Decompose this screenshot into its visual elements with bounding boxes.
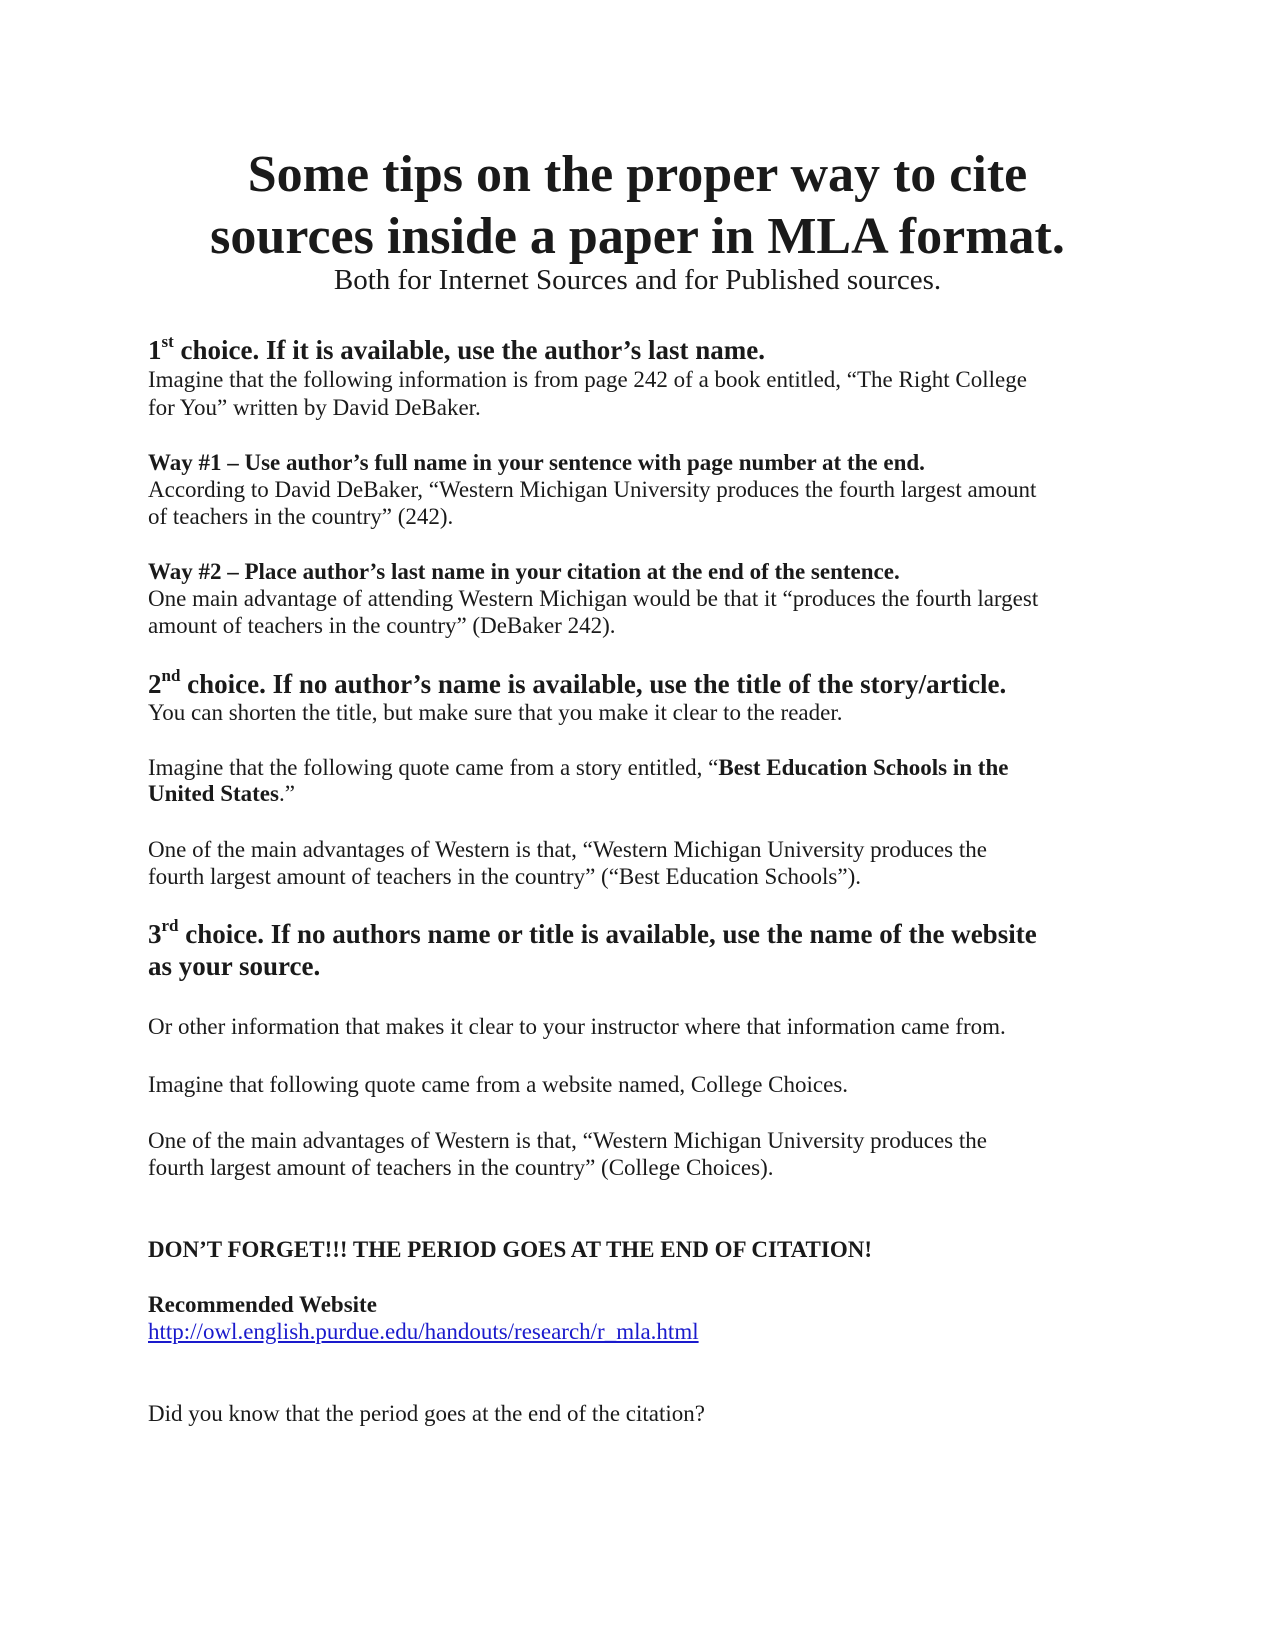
way-2-example-line-2: amount of teachers in the country” (DeBaker 242).	[148, 613, 616, 638]
period-reminder: DON’T FORGET!!! THE PERIOD GOES AT THE END OF CITATION!	[148, 1237, 872, 1262]
section-3-note: Or other information that makes it clear to your instructor where that information came from.	[148, 1014, 1006, 1039]
section-1-ordinal-number: 1	[148, 335, 162, 365]
section-1-intro-line-2: for You” written by David DeBaker.	[148, 395, 481, 420]
document-subtitle: Both for Internet Sources and for Published sources.	[333, 264, 942, 296]
recommended-website-link[interactable]: http://owl.english.purdue.edu/handouts/research/r_mla.html	[148, 1319, 699, 1344]
section-3-ordinal-number: 3	[148, 919, 162, 949]
way-1-example-line-2: of teachers in the country” (242).	[148, 504, 454, 529]
section-2-imagine-prefix: Imagine that the following quote came from a story entitled, “	[148, 755, 719, 780]
section-1-ordinal-suffix: st	[161, 332, 174, 351]
recommended-website-label: Recommended Website	[148, 1292, 377, 1317]
section-1-intro-line-1: Imagine that the following information is from page 242 of a book entitled, “The Right College	[148, 367, 1027, 392]
section-2-example-line-2: fourth largest amount of teachers in the country” (“Best Education Schools”).	[148, 864, 861, 889]
section-2-ordinal-suffix: nd	[161, 666, 181, 685]
section-2-ordinal-number: 2	[148, 669, 162, 699]
section-3-ordinal-suffix: rd	[161, 916, 179, 935]
section-2-imagine-line-2	[148, 780, 295, 808]
section-3-heading-line-2: as your source.	[148, 951, 321, 981]
document-title-line-2: sources inside a paper in MLA format.	[210, 208, 1065, 265]
way-1-heading: Way #1 – Use author’s full name in your sentence with page number at the end.	[148, 450, 925, 475]
section-3-heading-line-1	[148, 918, 1037, 950]
way-1-example-line-1: According to David DeBaker, “Western Michigan University produces the fourth largest amount	[148, 477, 1037, 502]
story-title-part-2: United States	[148, 781, 279, 806]
way-2-example-line-1: One main advantage of attending Western Michigan would be that it “produces the fourth largest	[148, 586, 1039, 611]
section-2-example-line-1: One of the main advantages of Western is that, “Western Michigan University produces the	[148, 837, 987, 862]
section-2-note: You can shorten the title, but make sure that you make it clear to the reader.	[148, 700, 843, 725]
closing-question: Did you know that the period goes at the end of the citation?	[148, 1401, 705, 1426]
way-2-heading: Way #2 – Place author’s last name in your citation at the end of the sentence.	[148, 559, 900, 584]
section-2-heading	[148, 668, 1006, 700]
section-3-example-line-2: fourth largest amount of teachers in the country” (College Choices).	[148, 1155, 774, 1180]
document-title-line-1: Some tips on the proper way to cite	[247, 146, 1028, 203]
section-2-heading-text: choice. If no author’s name is available, use the title of the story/article.	[180, 669, 1007, 699]
section-2-imagine-line-1	[148, 754, 1008, 782]
story-title-part-1: Best Education Schools in the	[718, 755, 1009, 780]
section-1-heading-text: choice. If it is available, use the author’s last name.	[173, 335, 765, 365]
section-1-heading	[148, 334, 765, 366]
section-3-example-line-1: One of the main advantages of Western is that, “Western Michigan University produces the	[148, 1128, 987, 1153]
section-3-imagine: Imagine that following quote came from a website named, College Choices.	[148, 1072, 849, 1097]
section-3-heading-text: choice. If no authors name or title is available, use the name of the website	[178, 919, 1037, 949]
section-2-imagine-suffix: .”	[278, 781, 295, 806]
